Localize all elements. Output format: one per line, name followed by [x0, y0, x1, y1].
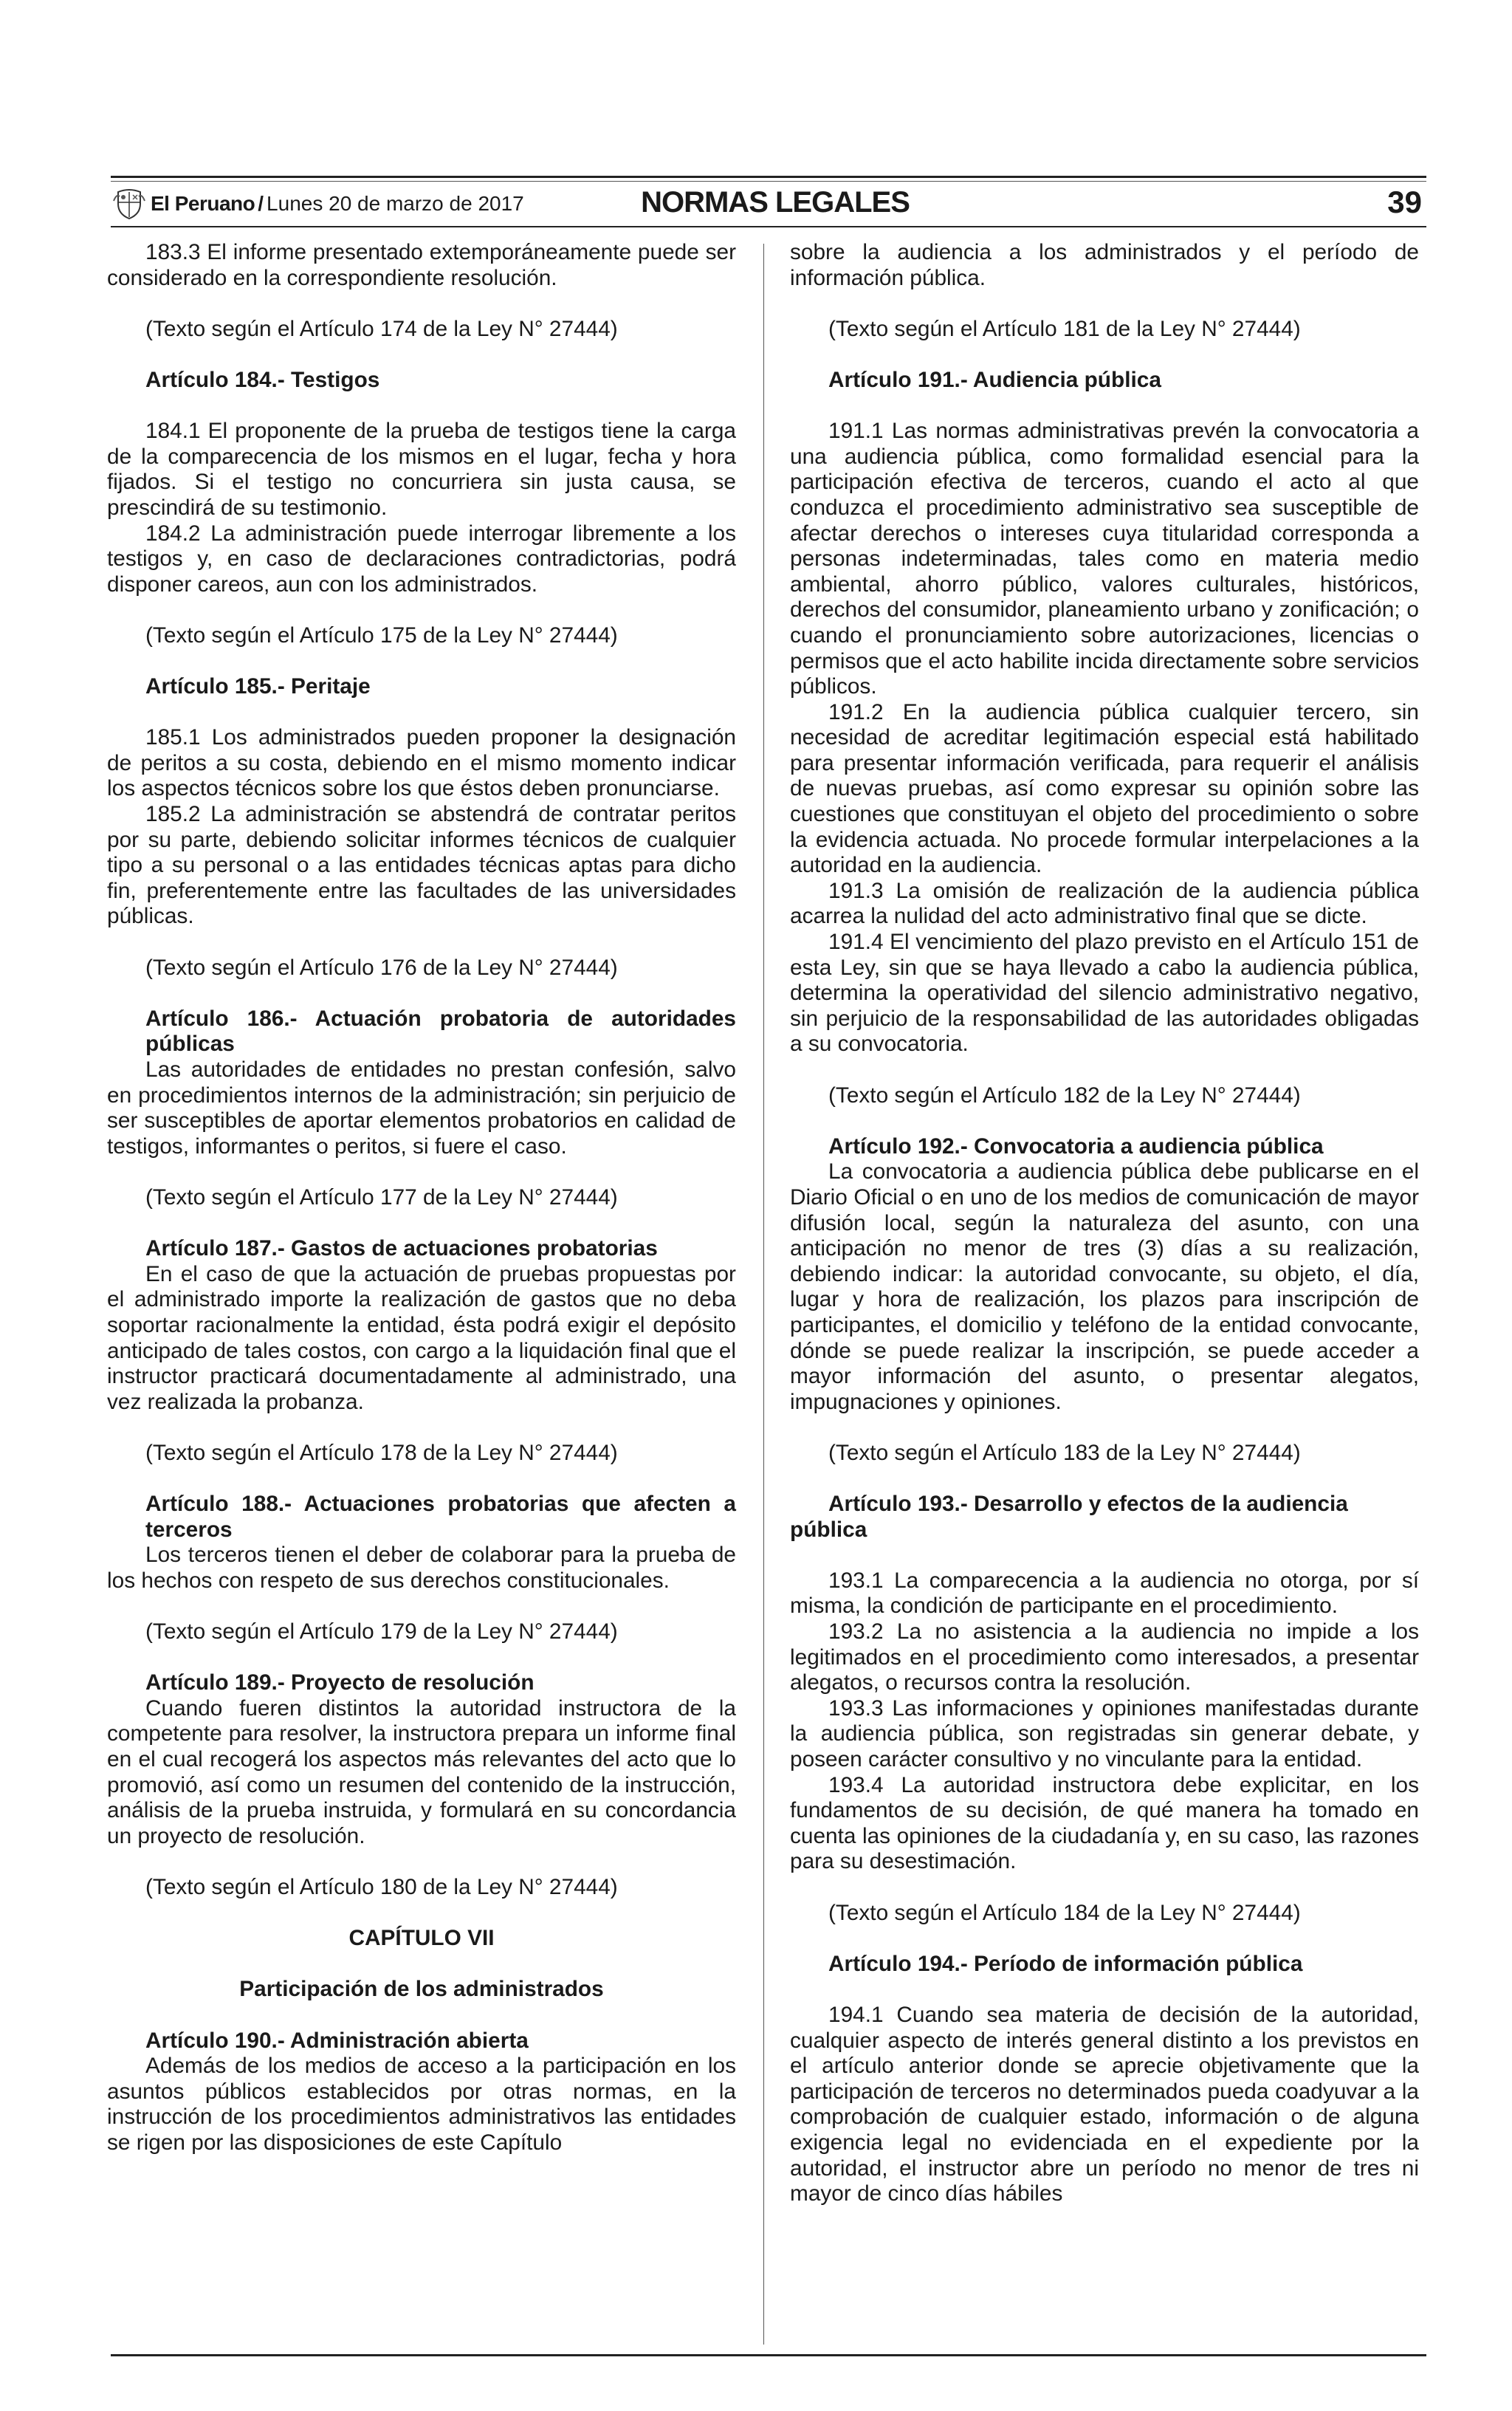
citation: (Texto según el Artículo 180 de la Ley N° 27444) — [145, 1875, 618, 1899]
paragraph: 193.3 Las informaciones y opiniones manifestadas durante la audiencia pública, son registradas sin generar debate, y poseen carácter consultivo y no vinculante para la entidad. — [790, 1695, 1419, 1772]
header-rule — [111, 181, 1426, 182]
paragraph: 184.2 La administración puede interrogar libremente a los testigos y, en caso de declaraciones contradictorias, podrá disponer careos, aun con los administrados. — [107, 521, 736, 597]
paragraph: En el caso de que la actuación de pruebas propuestas por el administrado importe la realización de gastos que no deba soportar racionalmente la entidad, ésta podrá exigir el depósito anticipado de tales costos, con cargo a la liquidación final que el instructor practicará documentadamente al administrado, una vez realizada la probanza. — [107, 1261, 736, 1414]
paragraph: Los terceros tienen el deber de colaborar para la prueba de los hechos con respeto de sus derechos constitucionales. — [107, 1543, 736, 1593]
citation: (Texto según el Artículo 183 de la Ley N° 27444) — [828, 1440, 1301, 1465]
page-number: 39 — [1387, 185, 1422, 219]
article-heading: Artículo 184.- Testigos — [145, 367, 380, 392]
paragraph: 191.3 La omisión de realización de la audiencia pública acarrea la nulidad del acto administrativo final que se dicte. — [790, 878, 1419, 929]
paragraph: 194.1 Cuando sea materia de decisión de la autoridad, cualquier aspecto de interés general distinto a los previstos en el artículo anterior donde se aprecie objetivamente que la participación de terceros no determinados pueda coadyuvar a la comprobación de cualquier estado, información o de alguna exigencia legal no evidenciada en el expediente por la autoridad, el instructor abre un período no menor de tres ni mayor de cinco días hábiles — [790, 2002, 1419, 2206]
paragraph: La convocatoria a audiencia pública debe publicarse en el Diario Oficial o en uno de los medios de comunicación de mayor difusión local, según la naturaleza del asunto, con una anticipación no menor de tres (3) días a su realización, debiendo indicar: la autoridad convocante, su objeto, el día, lugar y hora de realización, los plazos para inscripción de participantes, el domicilio y teléfono de la entidad convocante, dónde se puede realizar la inscripción, se puede acceder a mayor información del asunto, o presentar alegatos, impugnaciones y opiniones. — [790, 1159, 1419, 1414]
paragraph: 191.1 Las normas administrativas prevén la convocatoria a una audiencia pública, como formalidad esencial para la participación efectiva de terceros, cuando el acto al que conduzca el procedimiento administrativo sea susceptible de afectar derechos o intereses cuya titularidad corresponda a personas indeterminadas, tales como en materia medio ambiental, ahorro público, valores culturales, históricos, derechos del consumidor, planeamiento urbano y zonificación; o cuando el pronunciamiento sobre autorizaciones, licencias o permisos que el acto habilite incida directamente sobre servicios públicos. — [790, 419, 1419, 699]
paragraph: 191.2 En la audiencia pública cualquier tercero, sin necesidad de acreditar legitimación especial está habilitado para presentar información verificada, para requerir el análisis de nuevas pruebas, así como expresar su opinión sobre las cuestiones que constituyan el objeto del procedimiento o sobre la evidencia actuada. No procede formular interpelaciones a la autoridad en la audiencia. — [790, 699, 1419, 878]
publication-date: Lunes 20 de marzo de 2017 — [267, 192, 524, 215]
paragraph: sobre la audiencia a los administrados y el período de información pública. — [790, 240, 1419, 290]
header-rule — [111, 226, 1426, 227]
paragraph: 191.4 El vencimiento del plazo previsto en el Artículo 151 de esta Ley, sin que se haya llevado a cabo la audiencia pública, determina la operatividad del silencio administrativo negativo, sin perjuicio de la responsabilidad de las autoridades obligadas a su convocatoria. — [790, 930, 1419, 1057]
article-heading: Artículo 190.- Administración abierta — [145, 2028, 529, 2053]
paragraph: 185.2 La administración se abstendrá de contratar peritos por su parte, debiendo solicitar informes técnicos de cualquier tipo a su personal o a las entidades técnicas aptas para dicho fin, preferentemente entre las facultades de las universidades públicas. — [107, 802, 736, 929]
paragraph: Además de los medios de acceso a la participación en los asuntos públicos establecidos por otras normas, en la instrucción de los procedimientos administrativos las entidades se rigen por las disposiciones de este Capítulo — [107, 2054, 736, 2155]
article-heading: Artículo 187.- Gastos de actuaciones probatorias — [145, 1236, 658, 1261]
article-heading: Artículo 185.- Peritaje — [145, 674, 371, 699]
article-heading: Artículo 188.- Actuaciones probatorias que afecten a terceros — [145, 1492, 736, 1542]
citation: (Texto según el Artículo 177 de la Ley N° 27444) — [145, 1184, 618, 1210]
citation: (Texto según el Artículo 174 de la Ley N° 27444) — [145, 316, 618, 341]
column-divider — [763, 244, 764, 2345]
citation: (Texto según el Artículo 179 de la Ley N° 27444) — [145, 1619, 618, 1645]
article-heading: Artículo 191.- Audiencia pública — [828, 367, 1161, 392]
article-heading: Artículo 194.- Período de información pública — [828, 1951, 1303, 1976]
paragraph: 193.1 La comparecencia a la audiencia no otorga, por sí misma, la condición de participante en el procedimiento. — [790, 1568, 1419, 1619]
paragraph: 183.3 El informe presentado extemporáneamente puede ser considerado en la correspondiente resolución. — [107, 240, 736, 290]
paragraph: Las autoridades de entidades no prestan confesión, salvo en procedimientos internos de la administración; sin perjuicio de ser susceptibles de aportar elementos probatorios en calidad de testigos, informantes o peritos, si fuere el caso. — [107, 1057, 736, 1159]
citation: (Texto según el Artículo 175 de la Ley N° 27444) — [145, 623, 618, 648]
paragraph: 193.4 La autoridad instructora debe explicitar, en los fundamentos de su decisión, de qué manera ha tomado en cuenta las opiniones de la ciudadanía y, en su caso, las razones para su desestimación. — [790, 1772, 1419, 1874]
citation: (Texto según el Artículo 184 de la Ley N° 27444) — [828, 1900, 1301, 1925]
paragraph: 184.1 El proponente de la prueba de testigos tiene la carga de la comparecencia de los mismos en el lugar, fecha y hora fijados. Si el testigo no concurriera sin justa causa, se prescindirá de su testimonio. — [107, 419, 736, 520]
paragraph: 193.2 La no asistencia a la audiencia no impide a los legitimados en el procedimiento como interesados, a presentar alegatos, o recursos contra la resolución. — [790, 1619, 1419, 1695]
newspaper-name: El Peruano — [151, 192, 255, 215]
paragraph: Cuando fueren distintos la autoridad instructora de la competente para resolver, la instructora prepara un informe final en el cual recogerá los aspectos más relevantes del acto que lo promovió, así como un resumen del contenido de la instrucción, análisis de la prueba instruida, y formulará en su concordancia un proyecto de resolución. — [107, 1695, 736, 1848]
footer-rule — [111, 2354, 1426, 2356]
citation: (Texto según el Artículo 181 de la Ley N° 27444) — [828, 316, 1301, 341]
article-heading: Artículo 186.- Actuación probatoria de autoridades públicas — [145, 1006, 736, 1057]
coat-of-arms-icon — [112, 186, 146, 220]
paragraph: 185.1 Los administrados pueden proponer la designación de peritos a su costa, debiendo en el mismo momento indicar los aspectos técnicos sobre los que éstos deben pronunciarse. — [107, 725, 736, 801]
article-heading: Artículo 192.- Convocatoria a audiencia pública — [828, 1134, 1324, 1159]
section-title: NORMAS LEGALES — [641, 186, 910, 219]
article-heading: Artículo 189.- Proyecto de resolución — [145, 1670, 535, 1695]
chapter-title: Participación de los administrados — [239, 1977, 604, 2002]
left-column — [107, 240, 736, 2156]
citation: (Texto según el Artículo 178 de la Ley N° 27444) — [145, 1440, 618, 1465]
article-heading: Artículo 193.- Desarrollo y efectos de la audiencia pública — [790, 1492, 1348, 1542]
citation: (Texto según el Artículo 176 de la Ley N° 27444) — [145, 955, 618, 980]
chapter-heading: CAPÍTULO VII — [348, 1926, 495, 1951]
citation: (Texto según el Artículo 182 de la Ley N° 27444) — [828, 1083, 1301, 1108]
page-header: El Peruano / Lunes 20 de marzo de 2017 NORMAS LEGALES 39 — [111, 176, 1426, 232]
header-rule — [111, 176, 1426, 178]
right-column — [790, 240, 1419, 2207]
